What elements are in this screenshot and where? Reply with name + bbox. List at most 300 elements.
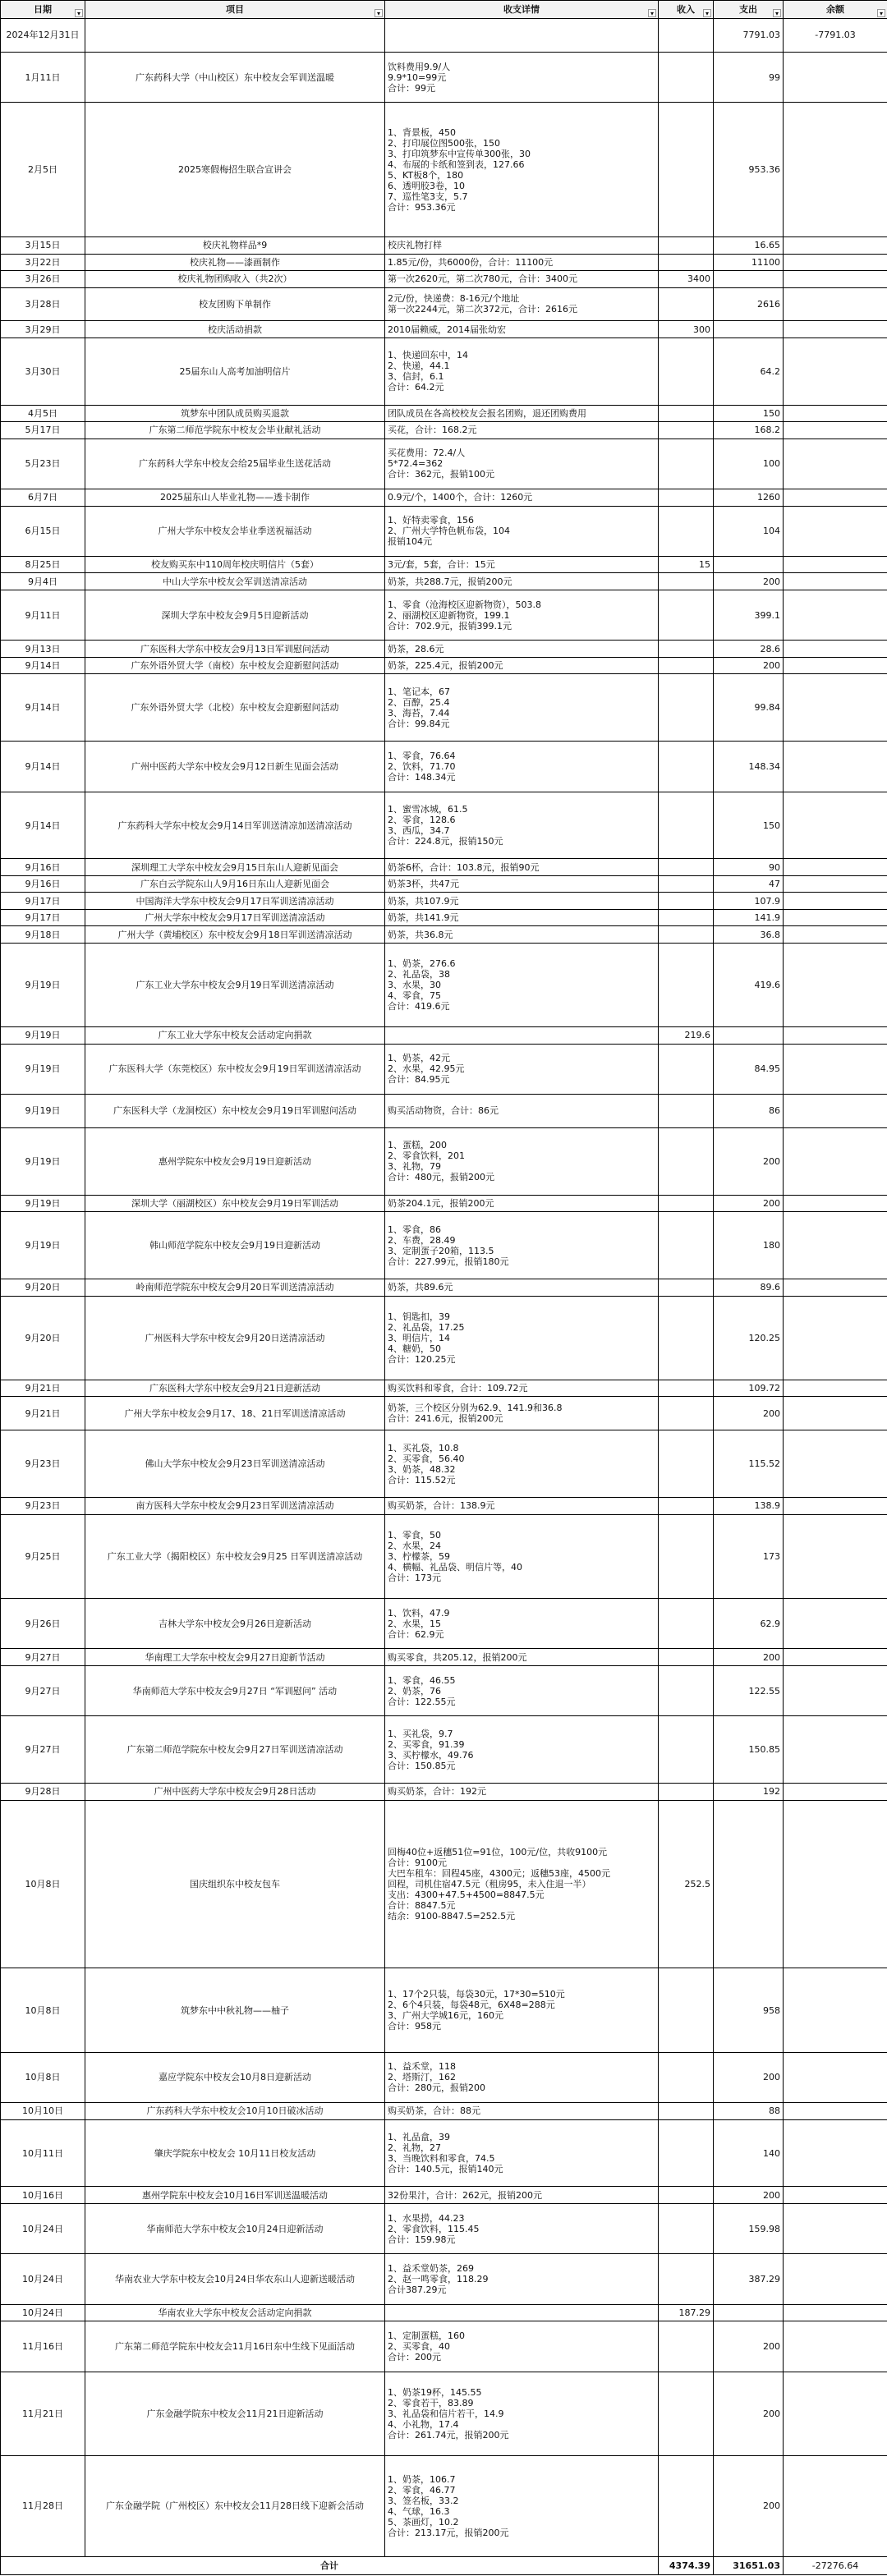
cell-detail[interactable]: 校庆礼物打样 [385, 237, 659, 254]
cell-date[interactable]: 2024年12月31日 [1, 19, 85, 53]
cell-detail[interactable]: 饮料费用9.9/人 9.9*10=99元 合计：99元 [385, 52, 659, 102]
filter-dropdown-icon[interactable]: ▾ [877, 9, 885, 17]
cell-expense[interactable]: 200 [714, 2455, 784, 2556]
cell-item[interactable]: 广州中医药大学东中校友会9月12日新生见面会活动 [85, 742, 385, 792]
cell-item[interactable]: 校庆礼物样品*9 [85, 237, 385, 254]
cell-expense[interactable]: 89.6 [714, 1279, 784, 1296]
cell-balance[interactable] [784, 909, 887, 925]
cell-date[interactable]: 10月8日 [1, 2052, 85, 2102]
cell-expense[interactable]: 148.34 [714, 742, 784, 792]
cell-expense[interactable]: 62.9 [714, 1599, 784, 1649]
cell-income[interactable] [659, 1212, 714, 1279]
cell-detail[interactable]: 购买饮料和零食，合计：109.72元 [385, 1380, 659, 1396]
cell-income[interactable] [659, 792, 714, 859]
cell-detail[interactable]: 奶茶，225.4元，报销200元 [385, 657, 659, 673]
cell-expense[interactable]: 958 [714, 1968, 784, 2052]
cell-income[interactable] [659, 237, 714, 254]
header-detail[interactable]: 收支详情 ▾ [385, 1, 659, 19]
cell-balance[interactable] [784, 2455, 887, 2556]
cell-item[interactable]: 华南理工大学东中校友会9月27日迎新节活动 [85, 1649, 385, 1665]
cell-item[interactable]: 广东医科大学（东莞校区）东中校友会9月19日军训送清凉活动 [85, 1044, 385, 1094]
cell-income[interactable] [659, 2321, 714, 2372]
cell-detail[interactable]: 1、益禾堂，118 2、塔斯汀，162 合计：280元，报销200 [385, 2052, 659, 2102]
header-date[interactable]: 日期 ▾ [1, 1, 85, 19]
cell-income[interactable] [659, 287, 714, 321]
cell-detail[interactable]: 购买活动物资，合计：86元 [385, 1095, 659, 1128]
cell-expense[interactable]: 953.36 [714, 103, 784, 237]
cell-date[interactable]: 10月16日 [1, 2187, 85, 2203]
cell-expense[interactable]: 122.55 [714, 1665, 784, 1715]
cell-date[interactable]: 5月23日 [1, 439, 85, 489]
cell-balance[interactable] [784, 1665, 887, 1715]
cell-balance[interactable] [784, 674, 887, 742]
cell-date[interactable]: 3月15日 [1, 237, 85, 254]
cell-balance[interactable] [784, 2304, 887, 2321]
cell-income[interactable] [659, 1649, 714, 1665]
cell-date[interactable]: 1月11日 [1, 52, 85, 102]
cell-date[interactable]: 9月14日 [1, 657, 85, 673]
cell-item[interactable]: 佛山大学东中校友会9月23日军训送清凉活动 [85, 1430, 385, 1498]
cell-balance[interactable] [784, 590, 887, 640]
cell-income[interactable] [659, 254, 714, 270]
cell-expense[interactable]: 99.84 [714, 674, 784, 742]
cell-detail[interactable]: 第一次2620元，第二次780元，合计：3400元 [385, 271, 659, 287]
cell-balance[interactable] [784, 321, 887, 337]
cell-income[interactable] [659, 641, 714, 657]
cell-income[interactable]: 15 [659, 557, 714, 573]
cell-item[interactable]: 广东金融学院东中校友会11月21日迎新活动 [85, 2372, 385, 2455]
cell-income[interactable] [659, 909, 714, 925]
cell-date[interactable]: 9月4日 [1, 573, 85, 590]
cell-item[interactable]: 广东药科大学东中校友会给25届毕业生送花活动 [85, 439, 385, 489]
cell-item[interactable]: 25届东山人高考加油明信片 [85, 337, 385, 405]
cell-expense[interactable]: 100 [714, 439, 784, 489]
filter-dropdown-icon[interactable]: ▾ [648, 9, 656, 17]
cell-expense[interactable]: 138.9 [714, 1498, 784, 1514]
filter-dropdown-icon[interactable]: ▾ [75, 9, 83, 17]
cell-expense[interactable]: 173 [714, 1514, 784, 1598]
cell-detail[interactable]: 1、笔记本，67 2、百醇，25.4 3、海苔，7.44 合计：99.84元 [385, 674, 659, 742]
cell-item[interactable]: 华南师范大学东中校友会9月27日 “军训慰问” 活动 [85, 1665, 385, 1715]
cell-balance[interactable] [784, 742, 887, 792]
cell-income[interactable]: 3400 [659, 271, 714, 287]
filter-dropdown-icon[interactable]: ▾ [375, 9, 383, 17]
cell-income[interactable]: 252.5 [659, 1800, 714, 1968]
cell-item[interactable]: 广东第二师范学院东中校友会毕业献礼活动 [85, 422, 385, 439]
cell-date[interactable]: 11月28日 [1, 2455, 85, 2556]
cell-expense[interactable]: 200 [714, 1397, 784, 1430]
cell-balance[interactable] [784, 641, 887, 657]
cell-date[interactable]: 3月30日 [1, 337, 85, 405]
cell-expense[interactable]: 115.52 [714, 1430, 784, 1498]
cell-expense[interactable]: 90 [714, 859, 784, 875]
cell-expense[interactable]: 16.65 [714, 237, 784, 254]
cell-expense[interactable]: 150 [714, 405, 784, 421]
cell-expense[interactable]: 7791.03 [714, 19, 784, 53]
cell-income[interactable]: 300 [659, 321, 714, 337]
cell-income[interactable] [659, 926, 714, 943]
cell-item[interactable]: 中国海洋大学东中校友会9月17日军训送清凉活动 [85, 893, 385, 909]
cell-detail[interactable]: 1、零食，76.64 2、饮料，71.70 合计：148.34元 [385, 742, 659, 792]
cell-item[interactable]: 筑梦东中中秋礼物——柚子 [85, 1968, 385, 2052]
cell-income[interactable] [659, 2254, 714, 2304]
cell-expense[interactable]: 200 [714, 2321, 784, 2372]
cell-balance[interactable]: -7791.03 [784, 19, 887, 53]
cell-income[interactable] [659, 573, 714, 590]
cell-detail[interactable]: 3元/套，5套，合计：15元 [385, 557, 659, 573]
cell-detail[interactable]: 0.9元/个，1400个，合计：1260元 [385, 489, 659, 506]
cell-income[interactable] [659, 893, 714, 909]
cell-detail[interactable]: 购买奶茶，合计：138.9元 [385, 1498, 659, 1514]
cell-item[interactable]: 广东工业大学东中校友会活动定向捐款 [85, 1027, 385, 1044]
cell-balance[interactable] [784, 1784, 887, 1800]
cell-income[interactable] [659, 506, 714, 556]
cell-expense[interactable]: 200 [714, 1195, 784, 1211]
cell-date[interactable]: 9月20日 [1, 1279, 85, 1296]
cell-balance[interactable] [784, 893, 887, 909]
cell-date[interactable]: 9月23日 [1, 1430, 85, 1498]
cell-item[interactable]: 岭南师范学院东中校友会9月20日军训送清凉活动 [85, 1279, 385, 1296]
cell-balance[interactable] [784, 875, 887, 892]
cell-balance[interactable] [784, 1212, 887, 1279]
cell-balance[interactable] [784, 1127, 887, 1195]
cell-balance[interactable] [784, 2203, 887, 2253]
cell-expense[interactable]: 200 [714, 2052, 784, 2102]
cell-expense[interactable]: 104 [714, 506, 784, 556]
cell-detail[interactable]: 购买奶茶，合计：88元 [385, 2103, 659, 2119]
cell-balance[interactable] [784, 1027, 887, 1044]
cell-income[interactable] [659, 2119, 714, 2187]
cell-item[interactable]: 校庆礼物团购收入（共2次） [85, 271, 385, 287]
cell-expense[interactable]: 11100 [714, 254, 784, 270]
cell-income[interactable] [659, 1665, 714, 1715]
cell-date[interactable]: 6月7日 [1, 489, 85, 506]
cell-item[interactable]: 华南农业大学东中校友会10月24日华农东山人迎新送暖活动 [85, 2254, 385, 2304]
cell-detail[interactable]: 1、奶茶19杯，145.55 2、零食若干，83.89 3、礼品袋和信片若干，14.9 4、小礼物，17.4 合计：261.74元，报销200元 [385, 2372, 659, 2455]
cell-income[interactable] [659, 1127, 714, 1195]
cell-detail[interactable]: 奶茶，共89.6元 [385, 1279, 659, 1296]
cell-date[interactable]: 9月19日 [1, 1044, 85, 1094]
cell-expense[interactable]: 2616 [714, 287, 784, 321]
cell-balance[interactable] [784, 1380, 887, 1396]
cell-expense[interactable]: 120.25 [714, 1296, 784, 1380]
cell-date[interactable]: 9月28日 [1, 1784, 85, 1800]
cell-date[interactable]: 10月24日 [1, 2254, 85, 2304]
cell-item[interactable]: 广州医科大学东中校友会9月20日送清凉活动 [85, 1296, 385, 1380]
cell-detail[interactable]: 1、奶茶，42元 2、水果，42.95元 合计：84.95元 [385, 1044, 659, 1094]
cell-date[interactable]: 10月10日 [1, 2103, 85, 2119]
cell-item[interactable]: 广东外语外贸大学（南校）东中校友会迎新慰问活动 [85, 657, 385, 673]
cell-income[interactable] [659, 1716, 714, 1784]
cell-detail[interactable]: 奶茶，共36.8元 [385, 926, 659, 943]
cell-expense[interactable]: 200 [714, 573, 784, 590]
cell-balance[interactable] [784, 1716, 887, 1784]
cell-detail[interactable]: 1、买礼袋，9.7 2、买零食，91.39 3、买柠檬水，49.76 合计：150.85元 [385, 1716, 659, 1784]
cell-detail[interactable]: 1、奶茶，106.7 2、零食，46.77 3、签名板，33.2 4、气球，16.3 5、茶画灯，10.2 合计：213.17元，报销200元 [385, 2455, 659, 2556]
cell-expense[interactable]: 36.8 [714, 926, 784, 943]
cell-expense[interactable]: 1260 [714, 489, 784, 506]
cell-date[interactable]: 8月25日 [1, 557, 85, 573]
cell-detail[interactable]: 1、零食（沧海校区迎新物资），503.8 2、丽湖校区迎新物资，199.1 合计：702.9元，报销399.1元 [385, 590, 659, 640]
cell-expense[interactable]: 150.85 [714, 1716, 784, 1784]
cell-expense[interactable]: 387.29 [714, 2254, 784, 2304]
cell-date[interactable]: 9月27日 [1, 1716, 85, 1784]
header-expense[interactable]: 支出 ▾ [714, 1, 784, 19]
cell-item[interactable]: 惠州学院东中校友会10月16日军训送温暖活动 [85, 2187, 385, 2203]
cell-item[interactable]: 校友购买东中110周年校庆明信片（5套） [85, 557, 385, 573]
cell-balance[interactable] [784, 2187, 887, 2203]
cell-balance[interactable] [784, 943, 887, 1026]
cell-item[interactable]: 广东医科大学（龙洞校区）东中校友会9月19日军训慰问活动 [85, 1095, 385, 1128]
cell-income[interactable] [659, 422, 714, 439]
cell-detail[interactable]: 2元/份，快递费：8-16元/个地址 第一次2244元，第二次372元，合计：2616元 [385, 287, 659, 321]
cell-date[interactable]: 9月16日 [1, 859, 85, 875]
cell-expense[interactable] [714, 2304, 784, 2321]
cell-item[interactable]: 校庆活动捐款 [85, 321, 385, 337]
cell-expense[interactable]: 99 [714, 52, 784, 102]
cell-detail[interactable]: 1、饮料，47.9 2、水果，15 合计：62.9元 [385, 1599, 659, 1649]
cell-detail[interactable]: 1、零食，86 2、车费，28.49 3、定制蛋子20箱，113.5 合计：227.99元，报销180元 [385, 1212, 659, 1279]
cell-balance[interactable] [784, 337, 887, 405]
cell-balance[interactable] [784, 2372, 887, 2455]
cell-income[interactable] [659, 742, 714, 792]
cell-income[interactable] [659, 674, 714, 742]
cell-date[interactable]: 9月14日 [1, 792, 85, 859]
cell-income[interactable] [659, 1430, 714, 1498]
cell-balance[interactable] [784, 1397, 887, 1430]
cell-date[interactable]: 3月26日 [1, 271, 85, 287]
cell-income[interactable] [659, 489, 714, 506]
cell-detail[interactable]: 回梅40位+返穗51位=91位，100元/位，共收9100元 合计：9100元 大巴车租车：回程45座，4300元；返穗53座，4500元 回程，司机住宿47.5元（租房95，未入住退一半） 支出：4300+47.5+4500=8847.5元 合计：8847.5元 结余：9100-8847.5=252.5元 [385, 1800, 659, 1968]
cell-date[interactable]: 3月28日 [1, 287, 85, 321]
cell-balance[interactable] [784, 2119, 887, 2187]
cell-detail[interactable]: 1、定制蛋糕，160 2、买零食，40 合计：200元 [385, 2321, 659, 2372]
cell-detail[interactable]: 1、零食，46.55 2、奶茶，76 合计：122.55元 [385, 1665, 659, 1715]
cell-date[interactable]: 9月26日 [1, 1599, 85, 1649]
cell-income[interactable] [659, 52, 714, 102]
cell-income[interactable] [659, 1968, 714, 2052]
cell-item[interactable]: 肇庆学院东中校友会 10月11日校友活动 [85, 2119, 385, 2187]
cell-income[interactable] [659, 875, 714, 892]
cell-item[interactable] [85, 19, 385, 53]
cell-balance[interactable] [784, 439, 887, 489]
cell-item[interactable]: 广东医科大学东中校友会9月21日迎新活动 [85, 1380, 385, 1396]
cell-income[interactable] [659, 1044, 714, 1094]
cell-item[interactable]: 华南农业大学东中校友会活动定向捐款 [85, 2304, 385, 2321]
cell-item[interactable]: 广东工业大学东中校友会9月19日军训送清凉活动 [85, 943, 385, 1026]
cell-balance[interactable] [784, 926, 887, 943]
cell-item[interactable]: 广东白云学院东山人9月16日东山人迎新见面会 [85, 875, 385, 892]
cell-expense[interactable]: 141.9 [714, 909, 784, 925]
cell-item[interactable]: 深圳大学东中校友会9月5日迎新活动 [85, 590, 385, 640]
cell-balance[interactable] [784, 506, 887, 556]
cell-expense[interactable]: 28.6 [714, 641, 784, 657]
cell-balance[interactable] [784, 1968, 887, 2052]
cell-date[interactable]: 9月13日 [1, 641, 85, 657]
cell-income[interactable] [659, 2203, 714, 2253]
cell-item[interactable]: 广州大学东中校友会9月17、18、21日军训送清凉活动 [85, 1397, 385, 1430]
cell-date[interactable]: 9月16日 [1, 875, 85, 892]
cell-expense[interactable]: 200 [714, 2187, 784, 2203]
cell-date[interactable]: 9月19日 [1, 1095, 85, 1128]
cell-balance[interactable] [784, 422, 887, 439]
cell-balance[interactable] [784, 1296, 887, 1380]
cell-item[interactable]: 吉林大学东中校友会9月26日迎新活动 [85, 1599, 385, 1649]
cell-income[interactable] [659, 1279, 714, 1296]
cell-balance[interactable] [784, 859, 887, 875]
header-item[interactable]: 项目 ▾ [85, 1, 385, 19]
cell-item[interactable]: 惠州学院东中校友会9月19日迎新活动 [85, 1127, 385, 1195]
cell-item[interactable]: 广东医科大学东中校友会9月13日军训慰问活动 [85, 641, 385, 657]
cell-expense[interactable]: 192 [714, 1784, 784, 1800]
cell-item[interactable]: 华南师范大学东中校友会10月24日迎新活动 [85, 2203, 385, 2253]
cell-income[interactable] [659, 2455, 714, 2556]
cell-income[interactable] [659, 405, 714, 421]
cell-balance[interactable] [784, 271, 887, 287]
cell-income[interactable] [659, 1380, 714, 1396]
cell-item[interactable]: 中山大学东中校友会军训送清凉活动 [85, 573, 385, 590]
cell-detail[interactable] [385, 1027, 659, 1044]
cell-expense[interactable]: 419.6 [714, 943, 784, 1026]
cell-income[interactable] [659, 1195, 714, 1211]
cell-expense[interactable] [714, 321, 784, 337]
cell-expense[interactable]: 168.2 [714, 422, 784, 439]
cell-expense[interactable]: 107.9 [714, 893, 784, 909]
cell-income[interactable] [659, 2052, 714, 2102]
cell-date[interactable]: 9月19日 [1, 1127, 85, 1195]
cell-income[interactable] [659, 439, 714, 489]
cell-detail[interactable]: 1、益禾堂奶茶，269 2、赵一鸣零食，118.29 合计387.29元 [385, 2254, 659, 2304]
cell-date[interactable]: 3月29日 [1, 321, 85, 337]
cell-detail[interactable]: 奶茶204.1元，报销200元 [385, 1195, 659, 1211]
cell-expense[interactable]: 200 [714, 1649, 784, 1665]
cell-detail[interactable]: 1、快递回东中，14 2、快递，44.1 3、信封，6.1 合计：64.2元 [385, 337, 659, 405]
cell-detail[interactable]: 1、水果捞，44.23 2、零食饮料，115.45 合计：159.98元 [385, 2203, 659, 2253]
cell-item[interactable]: 广东药科大学东中校友会9月14日军训送清凉加送清凉活动 [85, 792, 385, 859]
cell-expense[interactable]: 159.98 [714, 2203, 784, 2253]
cell-detail[interactable]: 买花，合计：168.2元 [385, 422, 659, 439]
cell-detail[interactable]: 奶茶6杯，合计：103.8元，报销90元 [385, 859, 659, 875]
cell-income[interactable] [659, 657, 714, 673]
cell-item[interactable]: 广东药科大学东中校友会10月10日破冰活动 [85, 2103, 385, 2119]
cell-balance[interactable] [784, 1514, 887, 1598]
cell-date[interactable]: 10月8日 [1, 1800, 85, 1968]
cell-balance[interactable] [784, 573, 887, 590]
cell-income[interactable] [659, 1095, 714, 1128]
cell-expense[interactable]: 47 [714, 875, 784, 892]
cell-detail[interactable]: 1、好特卖零食，156 2、广州大学特色帆布袋，104 报销104元 [385, 506, 659, 556]
cell-expense[interactable]: 64.2 [714, 337, 784, 405]
cell-detail[interactable]: 买花费用：72.4/人 5*72.4=362 合计：362元，报销100元 [385, 439, 659, 489]
cell-date[interactable]: 9月27日 [1, 1665, 85, 1715]
cell-income[interactable] [659, 2372, 714, 2455]
cell-balance[interactable] [784, 237, 887, 254]
cell-balance[interactable] [784, 1599, 887, 1649]
cell-detail[interactable]: 1.85元/份，共6000份，合计：11100元 [385, 254, 659, 270]
cell-detail[interactable]: 奶茶，共288.7元，报销200元 [385, 573, 659, 590]
cell-date[interactable]: 9月27日 [1, 1649, 85, 1665]
cell-detail[interactable]: 1、17个2只装，每袋30元，17*30=510元 2、6个4只装，每袋48元，6X48=288元 3、广州大学城16元，160元 合计：958元 [385, 1968, 659, 2052]
cell-income[interactable] [659, 1784, 714, 1800]
cell-date[interactable]: 9月18日 [1, 926, 85, 943]
cell-income[interactable] [659, 19, 714, 53]
cell-date[interactable]: 5月17日 [1, 422, 85, 439]
cell-balance[interactable] [784, 287, 887, 321]
cell-income[interactable] [659, 2103, 714, 2119]
cell-date[interactable]: 10月11日 [1, 2119, 85, 2187]
cell-date[interactable]: 9月23日 [1, 1498, 85, 1514]
cell-date[interactable]: 9月19日 [1, 1212, 85, 1279]
cell-detail[interactable] [385, 2304, 659, 2321]
cell-income[interactable] [659, 943, 714, 1026]
cell-balance[interactable] [784, 2321, 887, 2372]
cell-item[interactable]: 2025寒假梅招生联合宣讲会 [85, 103, 385, 237]
cell-balance[interactable] [784, 1800, 887, 1968]
cell-item[interactable]: 2025届东山人毕业礼物——透卡制作 [85, 489, 385, 506]
total-income[interactable]: 4374.39 [659, 2556, 714, 2574]
cell-expense[interactable]: 200 [714, 2372, 784, 2455]
filter-dropdown-icon[interactable]: ▾ [703, 9, 711, 17]
cell-detail[interactable]: 32份果汁，合计：262元，报销200元 [385, 2187, 659, 2203]
cell-item[interactable]: 广东第二师范学院东中校友会9月27日军训送清凉活动 [85, 1716, 385, 1784]
cell-balance[interactable] [784, 489, 887, 506]
cell-balance[interactable] [784, 1279, 887, 1296]
cell-item[interactable]: 广东工业大学（揭阳校区）东中校友会9月25 日军训送清凉活动 [85, 1514, 385, 1598]
cell-item[interactable]: 广东金融学院（广州校区）东中校友会11月28日线下迎新会活动 [85, 2455, 385, 2556]
cell-date[interactable]: 9月21日 [1, 1380, 85, 1396]
cell-detail[interactable]: 奶茶，三个校区分别为62.9、141.9和36.8 合计：241.6元，报销200元 [385, 1397, 659, 1430]
cell-income[interactable] [659, 1296, 714, 1380]
cell-date[interactable]: 9月20日 [1, 1296, 85, 1380]
cell-item[interactable]: 韩山师范学院东中校友会9月19日迎新活动 [85, 1212, 385, 1279]
cell-date[interactable]: 9月17日 [1, 909, 85, 925]
cell-detail[interactable]: 购买奶茶，合计：192元 [385, 1784, 659, 1800]
cell-detail[interactable]: 1、钥匙扣，39 2、礼品袋，17.25 3、明信片，14 4、糖奶，50 合计：120.25元 [385, 1296, 659, 1380]
cell-item[interactable]: 国庆组织东中校友包车 [85, 1800, 385, 1968]
cell-expense[interactable] [714, 1027, 784, 1044]
cell-balance[interactable] [784, 103, 887, 237]
cell-item[interactable]: 嘉应学院东中校友会10月8日迎新活动 [85, 2052, 385, 2102]
cell-expense[interactable]: 88 [714, 2103, 784, 2119]
cell-balance[interactable] [784, 1649, 887, 1665]
cell-item[interactable]: 广州大学（黄埔校区）东中校友会9月18日军训送清凉活动 [85, 926, 385, 943]
cell-balance[interactable] [784, 1430, 887, 1498]
cell-date[interactable]: 10月24日 [1, 2203, 85, 2253]
cell-balance[interactable] [784, 557, 887, 573]
cell-income[interactable] [659, 859, 714, 875]
header-income[interactable]: 收入 ▾ [659, 1, 714, 19]
cell-balance[interactable] [784, 405, 887, 421]
cell-expense[interactable]: 84.95 [714, 1044, 784, 1094]
cell-item[interactable]: 深圳大学（丽湖校区）东中校友会9月19日军训活动 [85, 1195, 385, 1211]
cell-date[interactable]: 11月16日 [1, 2321, 85, 2372]
cell-item[interactable]: 筑梦东中团队成员购买退款 [85, 405, 385, 421]
cell-income[interactable]: 219.6 [659, 1027, 714, 1044]
cell-date[interactable]: 11月21日 [1, 2372, 85, 2455]
cell-date[interactable]: 9月11日 [1, 590, 85, 640]
cell-date[interactable]: 9月14日 [1, 742, 85, 792]
cell-detail[interactable]: 1、礼品盒，39 2、礼物，27 3、当晚饮料和零食，74.5 合计：140.5元，报销140元 [385, 2119, 659, 2187]
cell-date[interactable]: 2月5日 [1, 103, 85, 237]
cell-date[interactable]: 9月14日 [1, 674, 85, 742]
cell-income[interactable] [659, 337, 714, 405]
cell-detail[interactable]: 1、买礼袋，10.8 2、买零食，56.40 3、奶茶，48.32 合计：115.52元 [385, 1430, 659, 1498]
cell-detail[interactable]: 奶茶3杯，共47元 [385, 875, 659, 892]
cell-income[interactable] [659, 1498, 714, 1514]
cell-detail[interactable]: 1、蛋糕，200 2、零食饮料，201 3、礼物，79 合计：480元，报销200元 [385, 1127, 659, 1195]
cell-expense[interactable]: 399.1 [714, 590, 784, 640]
cell-detail[interactable]: 奶茶，28.6元 [385, 641, 659, 657]
